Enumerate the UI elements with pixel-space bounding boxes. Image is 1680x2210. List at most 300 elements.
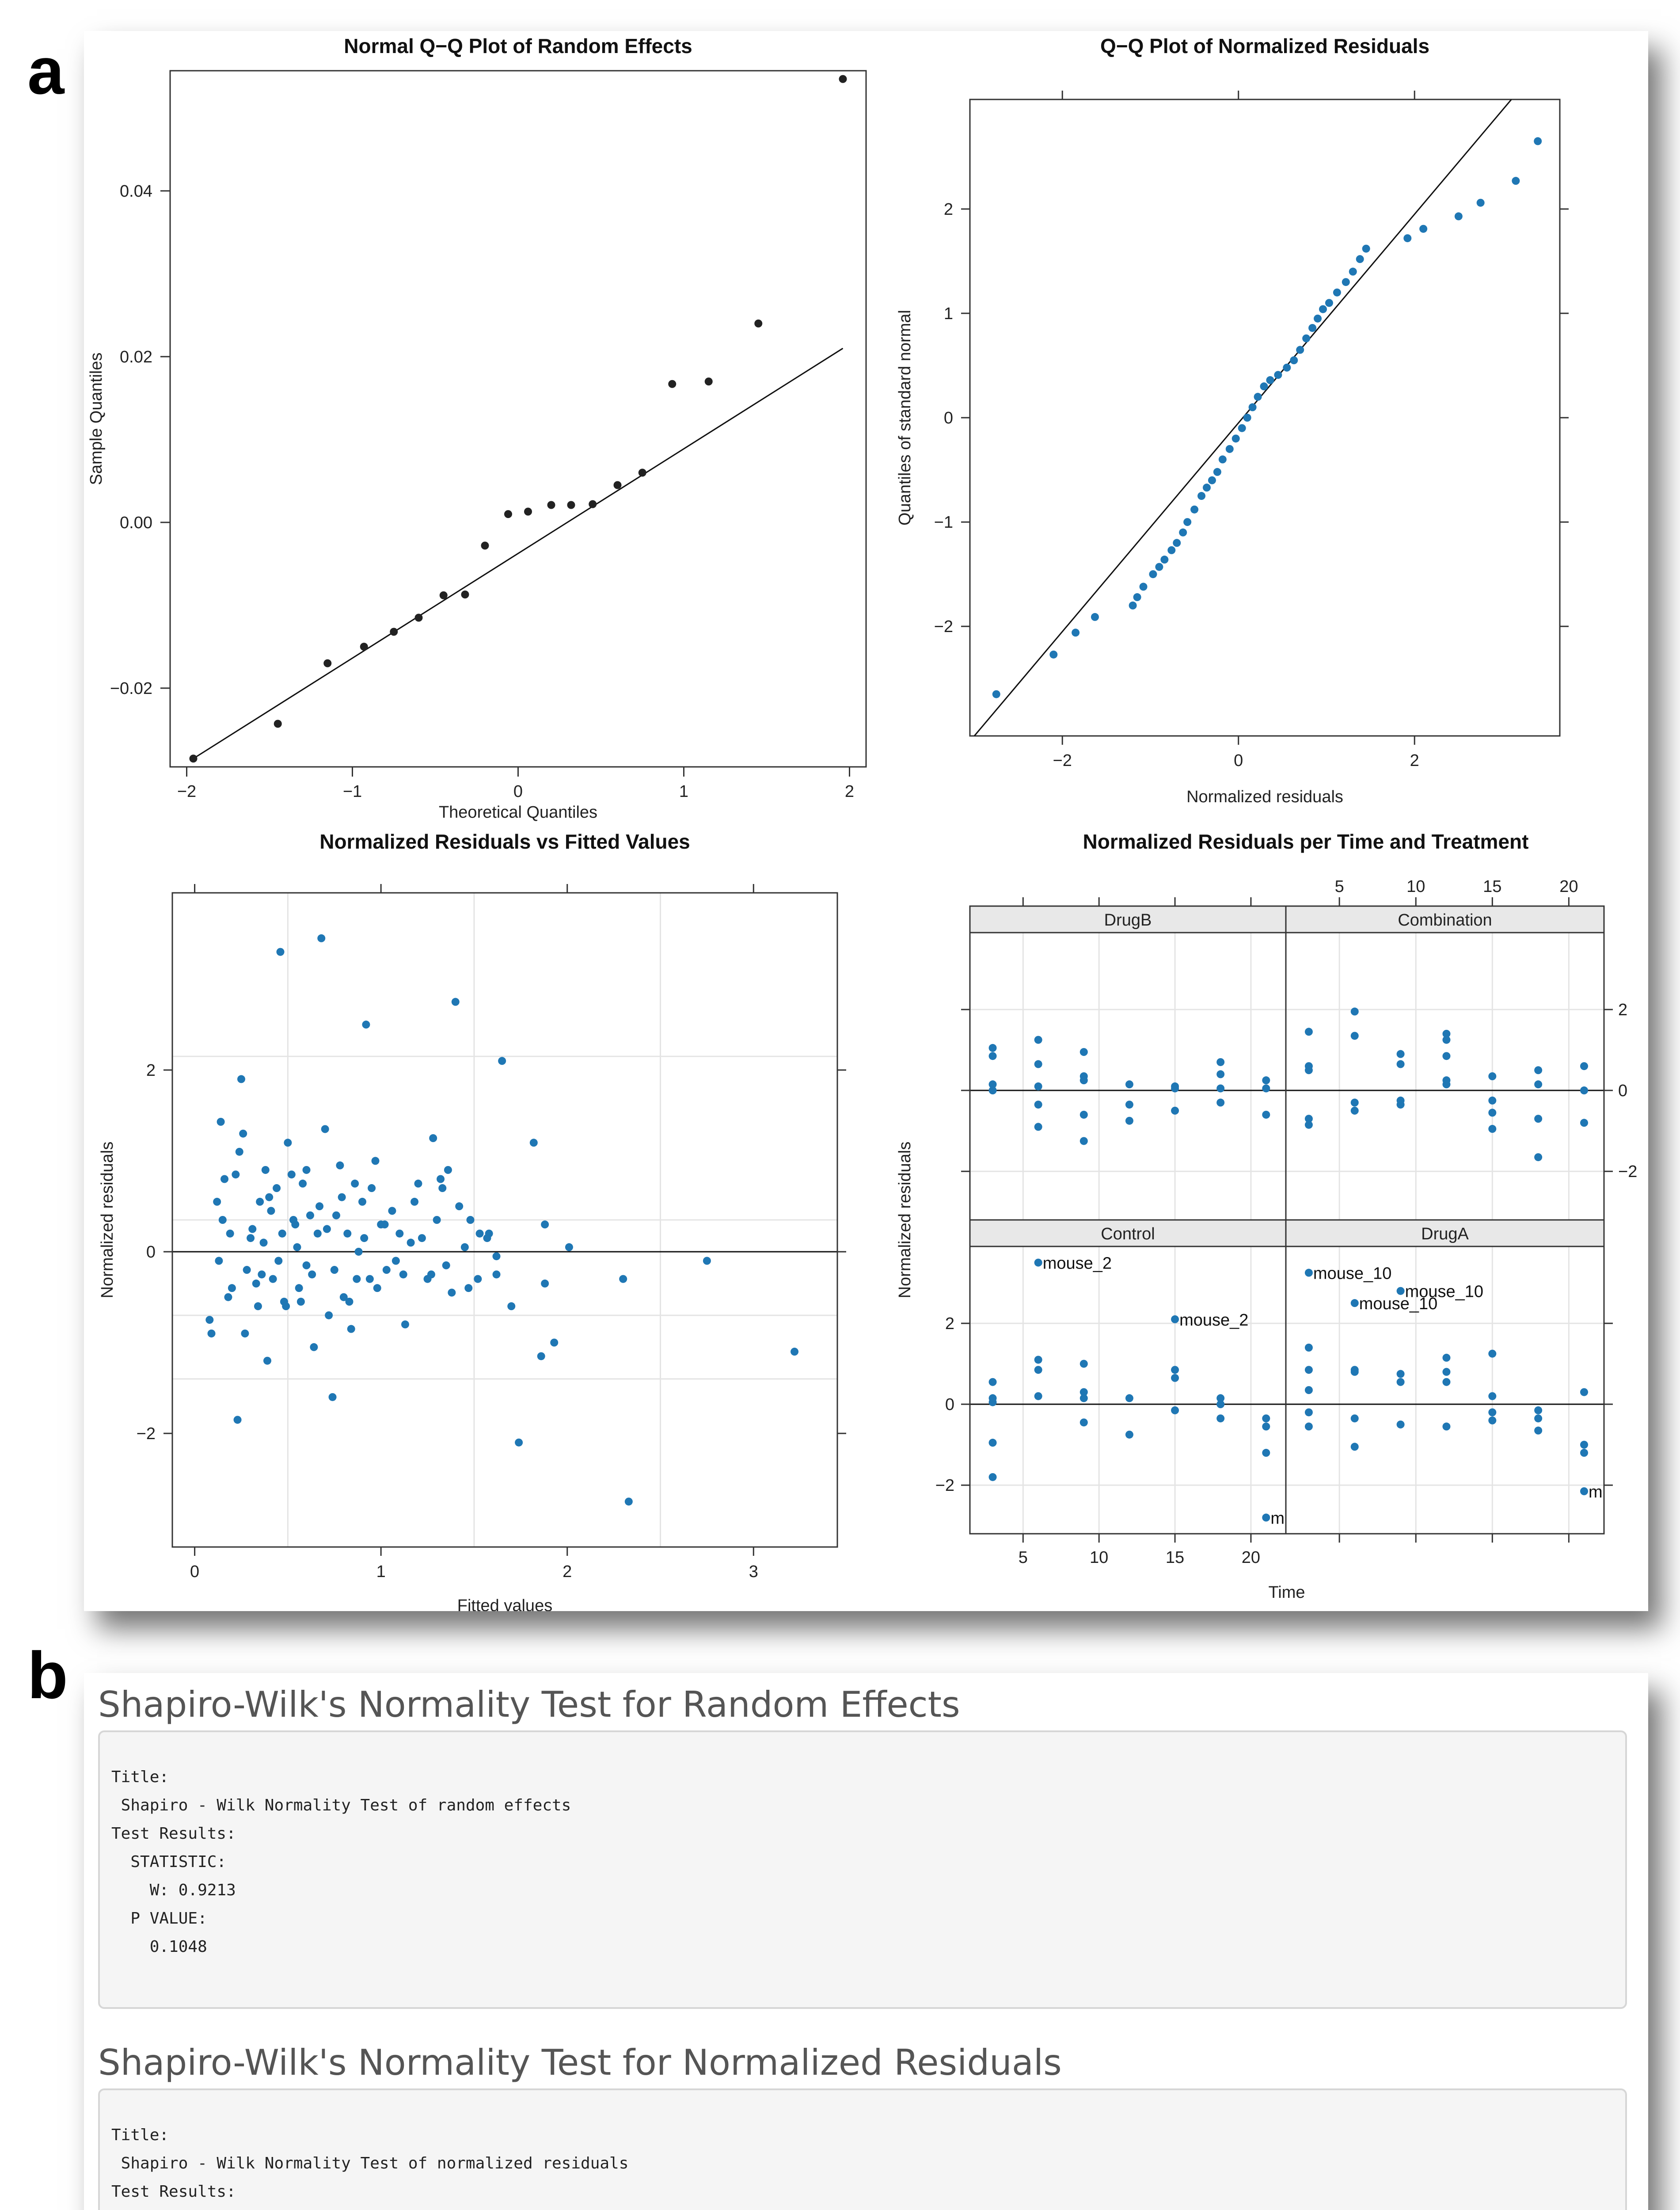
data-point xyxy=(493,1270,501,1278)
data-point xyxy=(236,1148,243,1156)
data-point xyxy=(1305,1121,1313,1129)
data-point xyxy=(252,1280,260,1288)
data-point xyxy=(1580,1062,1588,1070)
data-point xyxy=(323,659,331,667)
data-point xyxy=(437,1175,445,1183)
x-tick-label: 10 xyxy=(1090,1548,1109,1567)
data-point xyxy=(1080,1048,1088,1056)
facet-panel-control xyxy=(935,1220,1286,1567)
data-point xyxy=(1349,268,1357,276)
data-point xyxy=(1226,445,1234,453)
data-point xyxy=(323,1225,331,1233)
x-axis-label: Fitted values xyxy=(457,1597,553,1611)
data-point xyxy=(474,1275,482,1283)
data-point xyxy=(219,1216,227,1224)
data-point xyxy=(1171,1315,1179,1323)
data-point xyxy=(248,1225,256,1233)
data-point xyxy=(336,1162,344,1170)
data-point xyxy=(1160,556,1168,564)
data-point xyxy=(1197,492,1205,500)
data-point xyxy=(234,1416,242,1424)
x-tick-label: 0 xyxy=(190,1562,200,1581)
data-point xyxy=(1173,539,1181,547)
data-point xyxy=(288,1170,296,1178)
data-point xyxy=(1397,1060,1405,1068)
data-point xyxy=(1305,1344,1313,1352)
x-tick-label: 2 xyxy=(1410,751,1419,770)
data-point xyxy=(1397,1287,1405,1295)
x-tick-label: 2 xyxy=(844,782,855,801)
data-point xyxy=(1034,1082,1042,1090)
data-point xyxy=(461,591,469,598)
x-tick-label: 1 xyxy=(679,782,689,801)
data-point xyxy=(1488,1417,1496,1425)
x-axis-label: Theoretical Quantiles xyxy=(438,803,598,822)
y-axis-label: Sample Quantiles xyxy=(87,352,106,485)
data-point xyxy=(368,1184,376,1192)
x-tick-label: 1 xyxy=(376,1562,386,1581)
data-point xyxy=(1125,1101,1133,1109)
data-point xyxy=(1488,1392,1496,1400)
x-tick-label: 0 xyxy=(1234,751,1243,770)
data-point xyxy=(1072,629,1079,636)
data-point xyxy=(1512,177,1520,185)
y-tick-label: 0.04 xyxy=(120,182,152,201)
panel-label-b: b xyxy=(27,1638,68,1712)
data-point xyxy=(1305,1269,1313,1277)
data-point xyxy=(1129,602,1137,610)
data-point xyxy=(1262,1422,1270,1430)
y-tick-label: −2 xyxy=(136,1425,156,1444)
data-point xyxy=(1488,1097,1496,1105)
data-point xyxy=(1262,1076,1270,1084)
data-point xyxy=(1534,1414,1542,1422)
data-point xyxy=(1534,1153,1542,1161)
data-point xyxy=(372,1157,380,1165)
data-point xyxy=(215,1257,223,1265)
output-line: P VALUE: xyxy=(111,1909,207,1928)
data-point xyxy=(448,1288,456,1296)
data-point xyxy=(1397,1101,1405,1109)
data-point xyxy=(1080,1418,1088,1426)
data-point xyxy=(1442,1036,1450,1044)
data-point xyxy=(1243,414,1251,422)
data-point xyxy=(476,1230,484,1238)
data-point xyxy=(1351,1443,1359,1451)
data-point xyxy=(256,1198,264,1206)
y-tick-label-right: 0 xyxy=(1618,1082,1628,1101)
data-point xyxy=(1442,1354,1450,1362)
data-point xyxy=(1351,1414,1359,1422)
data-point xyxy=(992,690,1000,698)
y-tick-label-right: −2 xyxy=(1618,1162,1638,1181)
data-point xyxy=(1219,455,1227,463)
facet-strip-label: Control xyxy=(1101,1225,1155,1243)
data-point xyxy=(1534,137,1542,145)
data-point xyxy=(1034,1392,1042,1400)
y-tick-label: 2 xyxy=(943,200,953,219)
y-tick-label: 0 xyxy=(146,1242,156,1261)
data-point xyxy=(407,1238,415,1246)
data-point xyxy=(1305,1066,1313,1074)
data-point xyxy=(444,1166,452,1174)
output-line: W: 0.9213 xyxy=(111,1881,236,1899)
data-point xyxy=(267,1207,275,1215)
data-point xyxy=(1442,1052,1450,1060)
data-point xyxy=(278,1230,286,1238)
data-point xyxy=(1249,403,1257,411)
data-point xyxy=(1034,1101,1042,1109)
y-tick-label: −2 xyxy=(934,617,953,636)
data-point xyxy=(303,1166,311,1174)
facet-panel-combination xyxy=(1286,877,1637,1220)
data-point xyxy=(289,1216,297,1224)
facet-strip-label: DrugA xyxy=(1421,1225,1469,1243)
data-point xyxy=(1190,506,1198,514)
data-point xyxy=(1049,651,1057,659)
x-tick-label: −2 xyxy=(1053,751,1072,770)
facet-strip-label: Combination xyxy=(1398,911,1492,930)
data-point xyxy=(839,75,847,83)
data-point xyxy=(989,1086,997,1094)
data-point xyxy=(213,1198,221,1206)
data-point xyxy=(1125,1117,1133,1125)
data-point xyxy=(1274,371,1282,379)
data-point xyxy=(1488,1350,1496,1358)
data-point xyxy=(1290,356,1298,364)
x-tick-label: 5 xyxy=(1018,1548,1028,1567)
data-point xyxy=(1091,613,1099,621)
data-point xyxy=(989,1378,997,1386)
chart-title: Q−Q Plot of Normalized Residuals xyxy=(1100,34,1430,57)
data-point xyxy=(1308,324,1316,332)
data-point xyxy=(791,1348,798,1356)
facet-strip-label: DrugB xyxy=(1104,911,1152,930)
data-point xyxy=(217,1118,225,1126)
data-point xyxy=(1262,1414,1270,1422)
data-point xyxy=(1262,1449,1270,1457)
output-line: Test Results: xyxy=(111,2183,236,2201)
facet-panel-druga xyxy=(1286,1220,1613,1543)
data-point xyxy=(1534,1115,1542,1123)
data-point xyxy=(1351,1368,1359,1376)
y-axis-label: Quantiles of standard normal xyxy=(896,310,914,526)
panel-label-a: a xyxy=(27,34,65,108)
data-point xyxy=(277,948,285,956)
data-point xyxy=(1305,1366,1313,1374)
x-tick-label: 20 xyxy=(1241,1548,1261,1567)
data-point xyxy=(547,501,555,509)
data-point xyxy=(1477,199,1485,207)
data-point xyxy=(567,501,575,509)
facet-frame xyxy=(970,933,1286,1220)
data-point xyxy=(1397,1050,1405,1058)
data-point xyxy=(355,1248,363,1256)
data-point xyxy=(1266,376,1274,384)
data-point xyxy=(1351,1032,1359,1040)
data-point xyxy=(1034,1259,1042,1267)
data-point xyxy=(1356,255,1364,263)
data-point xyxy=(541,1280,549,1288)
data-point xyxy=(1302,335,1310,343)
data-point xyxy=(1262,1084,1270,1092)
data-point xyxy=(1488,1072,1496,1080)
plot-frame xyxy=(170,71,866,767)
data-point xyxy=(314,1230,322,1238)
data-point xyxy=(515,1439,523,1447)
x-axis-label: Normalized residuals xyxy=(1186,788,1343,806)
facet-frame xyxy=(1286,933,1604,1220)
data-point xyxy=(331,1266,338,1274)
data-point xyxy=(1216,1414,1224,1422)
data-point xyxy=(226,1230,234,1238)
data-point xyxy=(1034,1036,1042,1044)
data-point xyxy=(418,1234,426,1242)
data-point xyxy=(265,1193,273,1201)
data-point xyxy=(1442,1368,1450,1376)
x-axis-label: Time xyxy=(1268,1583,1305,1602)
data-point xyxy=(754,320,762,328)
data-point xyxy=(989,1398,997,1406)
data-point xyxy=(303,1261,311,1269)
output-line: STATISTIC: xyxy=(111,1853,227,1871)
data-point xyxy=(481,541,489,549)
point-label: mouse_2 xyxy=(1042,1254,1112,1273)
data-point xyxy=(989,1439,997,1447)
data-point xyxy=(1580,1441,1588,1449)
data-point xyxy=(414,1180,422,1188)
data-point xyxy=(1125,1394,1133,1402)
data-point xyxy=(274,720,282,728)
data-point xyxy=(498,1057,506,1065)
data-point xyxy=(1183,518,1191,526)
data-point xyxy=(703,1257,711,1265)
residuals-vs-fitted-plot xyxy=(98,830,846,1611)
point-label: m xyxy=(1270,1509,1285,1528)
data-point xyxy=(989,1473,997,1481)
data-point xyxy=(440,591,448,599)
data-point xyxy=(1216,1058,1224,1066)
data-point xyxy=(433,1216,441,1224)
data-point xyxy=(1442,1378,1450,1386)
data-point xyxy=(263,1357,271,1365)
data-point xyxy=(452,998,460,1006)
data-point xyxy=(1455,212,1463,220)
x-tick-label: −2 xyxy=(177,782,197,801)
data-point xyxy=(1296,346,1304,354)
data-point xyxy=(1238,424,1246,432)
data-point xyxy=(438,1184,446,1192)
data-point xyxy=(362,1021,370,1029)
data-point xyxy=(1488,1109,1496,1116)
data-point xyxy=(1232,434,1240,442)
data-point xyxy=(353,1275,361,1283)
data-point xyxy=(1034,1060,1042,1068)
data-point xyxy=(1534,1080,1542,1088)
data-point xyxy=(1262,1513,1270,1521)
y-tick-label-right: 2 xyxy=(1618,1000,1628,1019)
x-tick-label: 0 xyxy=(513,782,523,801)
data-point xyxy=(464,1284,472,1292)
output-line: Title: xyxy=(111,2126,169,2144)
data-point xyxy=(1580,1487,1588,1495)
data-point xyxy=(247,1234,255,1242)
point-label: mouse_10 xyxy=(1359,1295,1438,1314)
data-point xyxy=(1305,1028,1313,1036)
data-point xyxy=(366,1275,374,1283)
data-point xyxy=(1080,1137,1088,1145)
facet-panel-drugb xyxy=(961,897,1286,1220)
data-point xyxy=(1171,1107,1179,1115)
data-point xyxy=(1488,1408,1496,1416)
data-point xyxy=(467,1216,475,1224)
data-point xyxy=(190,754,198,762)
point-label: mouse_10 xyxy=(1313,1264,1392,1283)
data-point xyxy=(1534,1427,1542,1435)
output-line xyxy=(111,2206,1614,2210)
data-point xyxy=(1580,1086,1588,1094)
data-point xyxy=(1080,1394,1088,1402)
data-point xyxy=(1125,1080,1133,1088)
data-point xyxy=(1171,1374,1179,1382)
data-point xyxy=(1534,1066,1542,1074)
diagnostic-plots xyxy=(84,31,1648,1611)
data-point xyxy=(310,1343,318,1351)
data-point xyxy=(338,1193,346,1201)
data-point xyxy=(1325,299,1333,307)
data-point xyxy=(1397,1370,1405,1378)
data-point xyxy=(530,1139,538,1147)
x-tick-label-top: 5 xyxy=(1334,877,1344,896)
data-point xyxy=(1216,1084,1224,1092)
data-point xyxy=(254,1302,262,1310)
data-point xyxy=(306,1212,314,1219)
data-point xyxy=(317,934,325,942)
chart-title: Normal Q−Q Plot of Random Effects xyxy=(344,34,692,57)
data-point xyxy=(1262,1111,1270,1119)
data-point xyxy=(1080,1111,1088,1119)
data-point xyxy=(392,1257,400,1265)
data-point xyxy=(388,1207,396,1215)
data-point xyxy=(1351,1299,1359,1307)
data-point xyxy=(373,1284,381,1292)
data-point xyxy=(705,377,713,385)
y-tick-label: 2 xyxy=(146,1061,156,1080)
data-point xyxy=(1140,583,1148,591)
data-point xyxy=(1442,1422,1450,1430)
data-point xyxy=(262,1166,270,1174)
data-point xyxy=(507,1302,515,1310)
data-point xyxy=(1333,289,1341,297)
data-point xyxy=(329,1393,337,1401)
y-tick-label: −2 xyxy=(935,1476,954,1495)
data-point xyxy=(232,1170,239,1178)
data-point xyxy=(429,1134,437,1142)
data-point xyxy=(1034,1356,1042,1364)
residuals-per-time-treatment-plot xyxy=(896,830,1637,1602)
x-tick-label: 3 xyxy=(749,1562,758,1581)
data-point xyxy=(1580,1449,1588,1457)
data-point xyxy=(427,1270,435,1278)
data-point xyxy=(237,1075,245,1083)
data-point xyxy=(241,1330,249,1337)
point-label: mouse_10 xyxy=(1405,1282,1484,1301)
y-tick-label: 0 xyxy=(945,1395,954,1414)
y-tick-label: −1 xyxy=(934,513,953,532)
data-point xyxy=(1203,484,1211,492)
data-point xyxy=(360,643,368,651)
data-point xyxy=(461,1243,469,1251)
data-point xyxy=(358,1198,366,1206)
data-point xyxy=(299,1180,307,1188)
chart-title: Normalized Residuals vs Fitted Values xyxy=(319,830,690,853)
data-point xyxy=(1080,1076,1088,1084)
chart-title: Normalized Residuals per Time and Treatment xyxy=(1083,830,1529,853)
data-point xyxy=(1351,1099,1359,1107)
data-point xyxy=(315,1202,323,1210)
test-output-random-effects xyxy=(98,1730,1627,2009)
data-point xyxy=(1167,546,1175,554)
output-line: 0.1048 xyxy=(111,1938,207,1956)
data-point xyxy=(1216,1070,1224,1078)
data-point xyxy=(565,1243,573,1251)
point-label: m xyxy=(1589,1482,1603,1501)
y-tick-label: 0.00 xyxy=(120,513,152,532)
data-point xyxy=(295,1284,303,1292)
data-point xyxy=(589,500,597,508)
data-point xyxy=(1314,315,1322,323)
data-point xyxy=(224,1293,232,1301)
data-point xyxy=(1351,1107,1359,1115)
data-point xyxy=(1580,1119,1588,1127)
data-point xyxy=(1216,1099,1224,1107)
x-tick-label-top: 20 xyxy=(1559,877,1578,896)
test-heading-normalized-residuals: Shapiro-Wilk's Normality Test for Normalized Residuals xyxy=(98,2042,1062,2083)
data-point xyxy=(541,1220,549,1228)
data-point xyxy=(321,1125,329,1133)
data-point xyxy=(1580,1388,1588,1396)
y-tick-label: 2 xyxy=(945,1314,954,1333)
data-point xyxy=(220,1175,228,1183)
data-point xyxy=(1133,593,1141,601)
x-tick-label-top: 10 xyxy=(1406,877,1425,896)
data-point xyxy=(639,469,646,476)
data-point xyxy=(1171,1366,1179,1374)
point-label: mouse_2 xyxy=(1179,1311,1249,1330)
data-point xyxy=(347,1325,355,1333)
data-point xyxy=(269,1275,277,1283)
output-line: Shapiro - Wilk Normality Test of normalized residuals xyxy=(111,2154,629,2172)
y-tick-label: 0 xyxy=(943,409,953,427)
data-point xyxy=(614,481,622,489)
data-point xyxy=(483,1234,491,1242)
x-tick-label: 2 xyxy=(563,1562,572,1581)
data-point xyxy=(351,1180,359,1188)
data-point xyxy=(415,614,423,622)
data-point xyxy=(1213,468,1221,476)
data-point xyxy=(205,1316,213,1324)
data-point xyxy=(293,1243,301,1251)
data-point xyxy=(1149,570,1157,578)
data-point xyxy=(1362,245,1370,253)
data-point xyxy=(625,1497,633,1505)
data-point xyxy=(273,1184,281,1192)
facet-frame xyxy=(970,1246,1286,1534)
data-point xyxy=(258,1270,266,1278)
y-tick-label: 0.02 xyxy=(120,347,152,366)
data-point xyxy=(228,1284,236,1292)
output-line: Shapiro - Wilk Normality Test of random effects xyxy=(111,1796,571,1814)
